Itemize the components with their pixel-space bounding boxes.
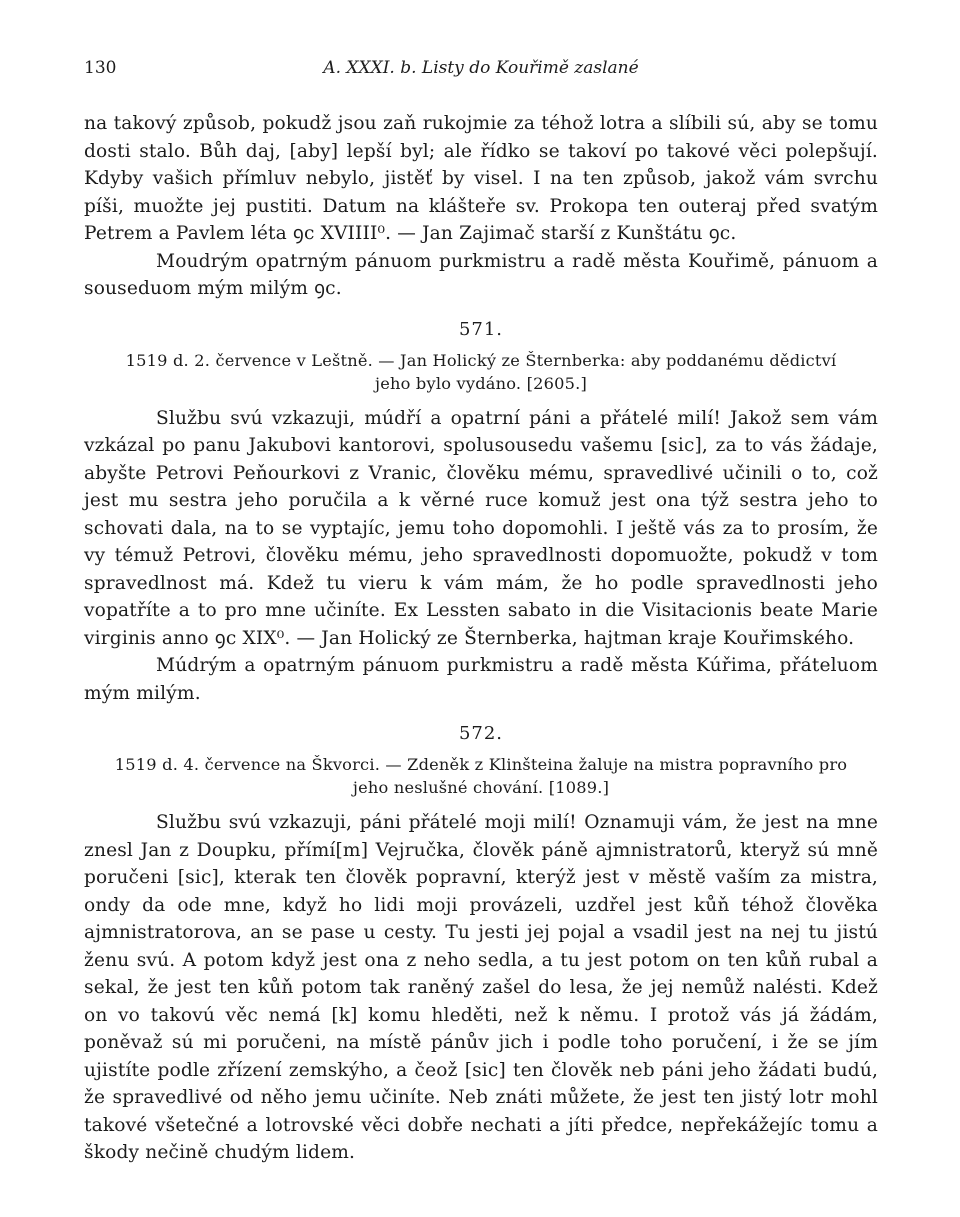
continuation-address: Moudrým opatrným pánuom purkmistru a radě města Kouřimě, pánuom a souseduom mým milým ꝯc. [84,250,878,299]
letter-number: 571. [458,318,504,340]
regest-line: jeho neslušné chování. [1089.] [352,778,610,797]
page-number: 130 [84,58,117,78]
letter-regest [84,753,878,799]
regest-line: 1519 d. 4. července na Škvorci. — Zdeněk z Klinšteina žaluje na mistra popravního pro [114,755,848,774]
running-header [84,58,878,88]
letter-number: 572. [458,723,504,744]
letter-body: Službu svú vzkazuji, múdří a opatrní páni a přátelé milí! Jakož sem vám vzkázal po panu Jakubovi kantorovi, spolusousedu vašemu [sic], za to vás žádaje, abyšte Petrovi Peňourkovi z Vranic, člověku mému, spravedlivé učinili o to, což jest mu sestra jeho poručila a k věrné ruce komuž jest ona týž sestra jeho to schovati dala, na to se vyptajíc, jemu toho dopomohli. I ještě vás za to prosím, že vy témuž Petrovi, člověku mému, jeho spravedlnosti dopomuožte, pokudž v tom spravedlnost má. Kdež tu vieru k vám mám, že ho podle spravedlnosti jeho vopatříte a to pro mne učiníte. Ex Lessten sabato in die Visitacionis beate Marie virginis anno ꝯc XIX⁰. — Jan Holický ze Šternberka, hajtman kraje Kouřimského. [84,407,878,649]
letter-body: Službu svú vzkazuji, páni přátelé moji milí! Oznamuji vám, že jest na mne znesl Jan z Doupku, přímí[m] Vejručka, člověk páně ajmnistratorů, kteryž sú mně poručeni [sic], kterak ten člověk popravní, kterýž jest v městě vaším za mistra, ondy da ode mne, když ho lidi moji provázeli, uzdřel jest kůň téhož člověka ajmnistratorova, an se pase u cesty. Tu jesti jej pojal a vsadil jest na nej tu jistú ženu svú. A potom když jest ona z neho sedla, a tu jest potom on ten kůň rubal a sekal, že jest ten kůň potom tak raněný zašel do lesa, že jej nemůž nalésti. Kdež on vo takovú věc nemá [k] komu hleděti, než k němu. I protož vás já žádám, poněvaž sú mi poručeni, na místě pánův jich i podle toho poručení, i že se jím ujistíte podle zřízení zemskýho, a čeož [sic] ten člověk neb páni jeho žádati budú, že spravedlivé od něho jemu učiníte. Neb znáti můžete, že jest ten jistý lotr mohl takové všetečné a lotrovské věci dobře nechati a jíti předce, nepřekážejíc tomu a škody nečině chudým lidem. [84,812,878,1163]
letter-571 [84,317,878,708]
regest-line: 1519 d. 2. července v Leštně. — Jan Holický ze Šternberka: aby poddanému dědictví [125,350,837,370]
letter-572 [84,721,878,1167]
running-title: A. XXXI. b. Listy do Kouřimě zaslané [323,58,639,78]
letter-regest [84,349,878,395]
regest-line: jeho bylo vydáno. [2605.] [375,373,587,393]
continuation-paragraph: na takový způsob, pokudž jsou zaň rukojmie za téhož lotra a slíbili sú, aby se tomu dosti stalo. Bůh daj, [aby] lepší byl; ale řídko se takoví po takové věci polepšují. Kdyby vašich přímluv nebylo, jistěť by visel. I na ten způsob, jakož vám svrchu píši, muožte jej pustiti. Datum na klášteře sv. Prokopa ten outeraj před svatým Petrem a Pavlem léta ꝯc XVIIII⁰. — Jan Zajimač starší z Kunštátu ꝯc. [84,113,878,244]
letter-address: Múdrým a opatrným pánuom purkmistru a radě města Kúřima, přáteluom mým milým. [84,655,878,704]
document-page [84,58,878,1167]
